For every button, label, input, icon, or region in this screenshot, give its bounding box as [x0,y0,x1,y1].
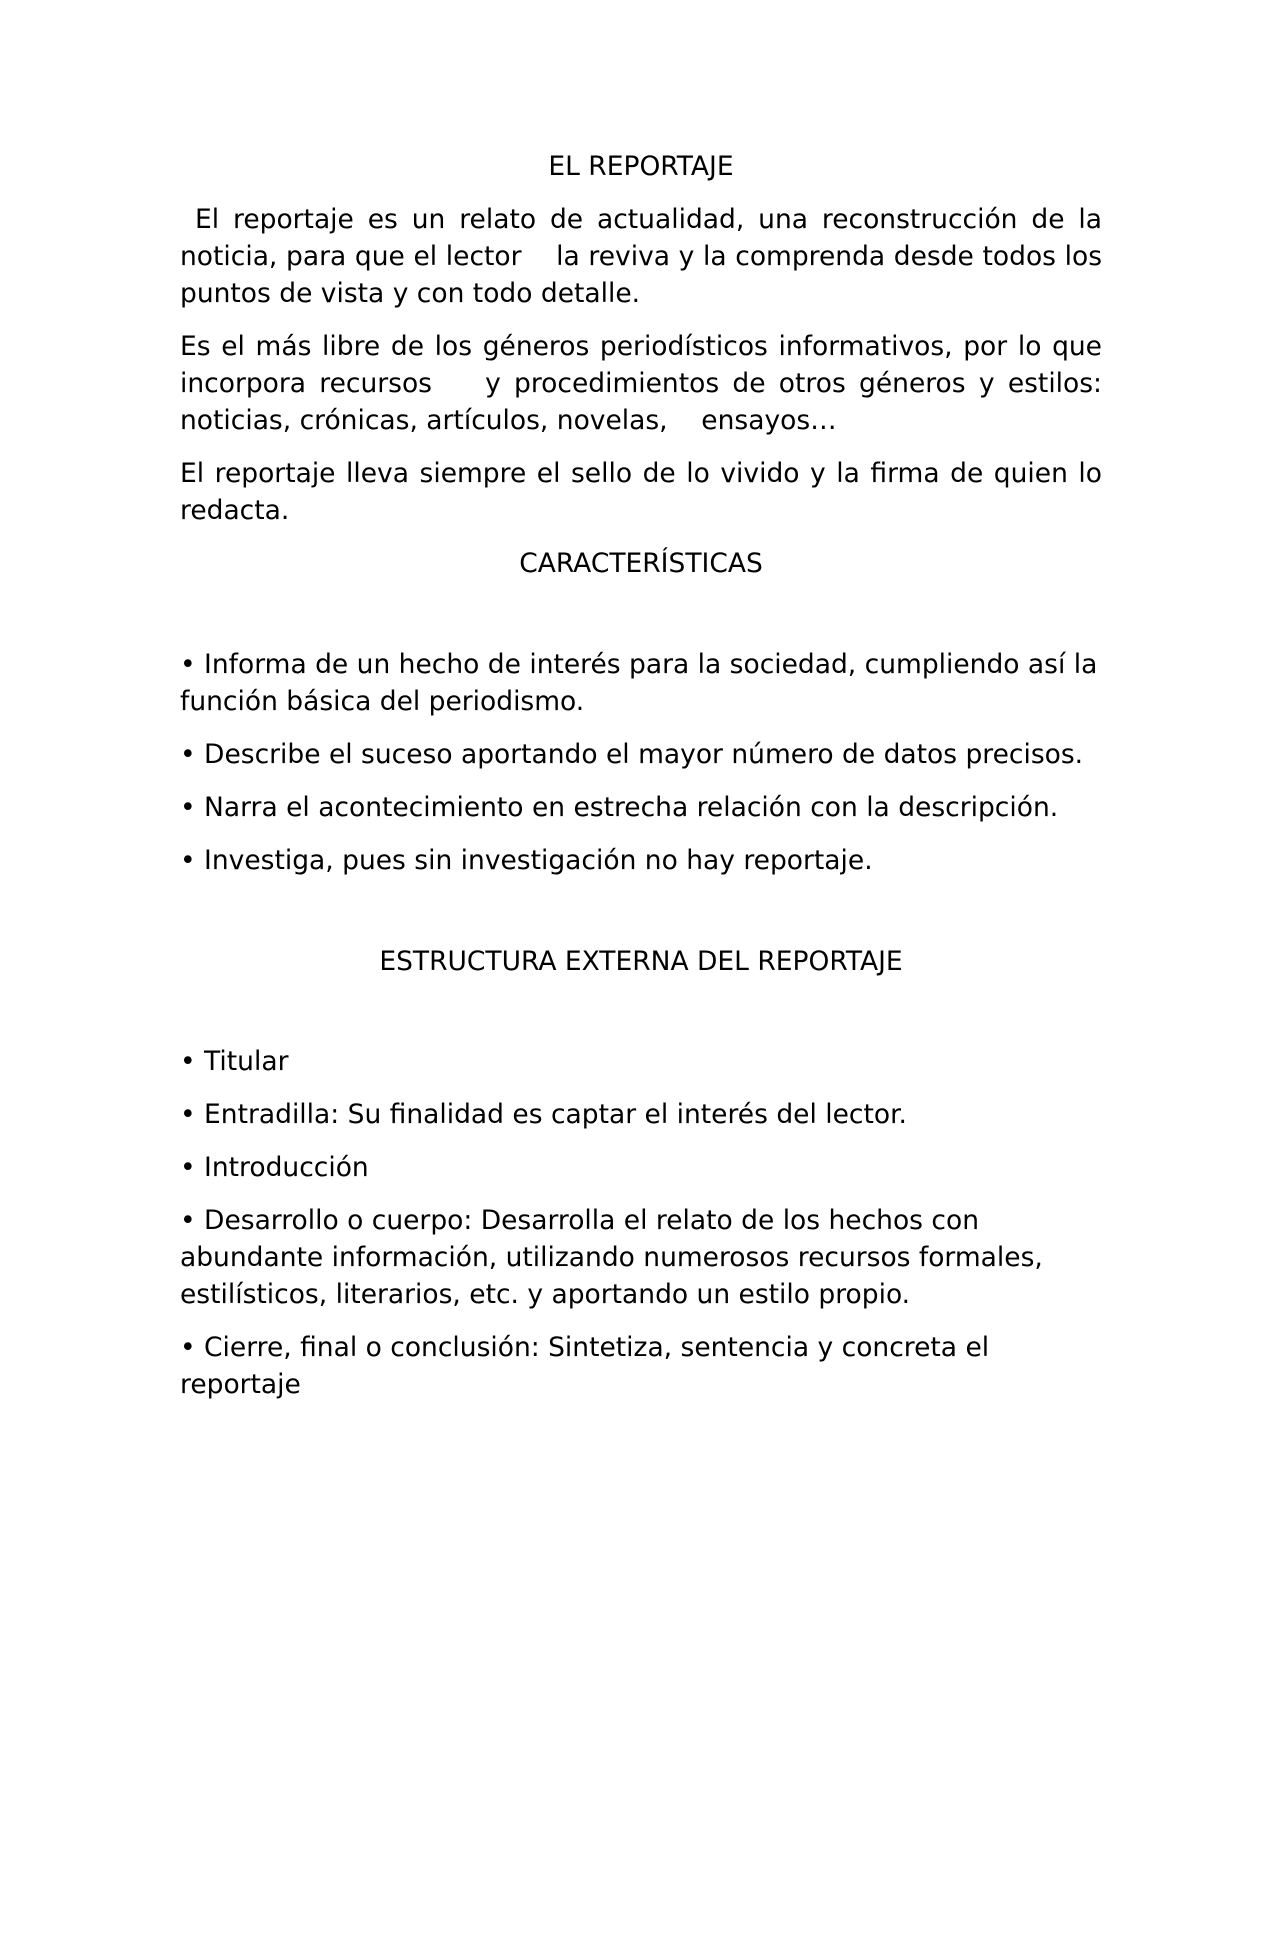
list-item: • Narra el acontecimiento en estrecha relación con la descripción. [180,792,1059,823]
list-item: • Cierre, final o conclusión: Sintetiza, sentencia y concreta el reportaje [180,1332,998,1400]
document-page [180,148,1111,1419]
list-item: • Investiga, pues sin investigación no hay reportaje. [180,845,873,876]
list-item: • Introducción [180,1152,369,1183]
estructura-list [180,1043,1102,1403]
section-heading-caracteristicas: CARACTERÍSTICAS [519,548,763,579]
list-item: • Describe el suceso aportando el mayor número de datos precisos. [180,739,1084,770]
list-item: • Entradilla: Su finalidad es captar el interés del lector. [180,1099,907,1130]
intro-paragraph-3: El reportaje lleva siempre el sello de lo vivido y la firma de quien lo redacta. [180,458,1111,526]
section-heading-estructura: ESTRUCTURA EXTERNA DEL REPORTAJE [379,946,903,977]
intro-paragraph-1: El reportaje es un relato de actualidad, una reconstrucción de la noticia, para que el lector la reviva y la comprenda desde todos los puntos de vista y con todo detalle. [180,204,1111,309]
caracteristicas-list [180,646,1106,879]
intro-paragraph-2: Es el más libre de los géneros periodísticos informativos, por lo que incorpora recursos y procedimientos de otros géneros y estilos: noticias, crónicas, artículos, novelas, ensayos… [180,331,1111,436]
list-item: • Informa de un hecho de interés para la sociedad, cumpliendo así la función básica del periodismo. [180,649,1106,717]
document-title: EL REPORTAJE [548,151,734,182]
list-item: • Titular [180,1046,289,1077]
list-item: • Desarrollo o cuerpo: Desarrolla el relato de los hechos con abundante información, utilizando numerosos recursos formales, estilísticos, literarios, etc. y aportando un estilo propio. [180,1205,1052,1310]
